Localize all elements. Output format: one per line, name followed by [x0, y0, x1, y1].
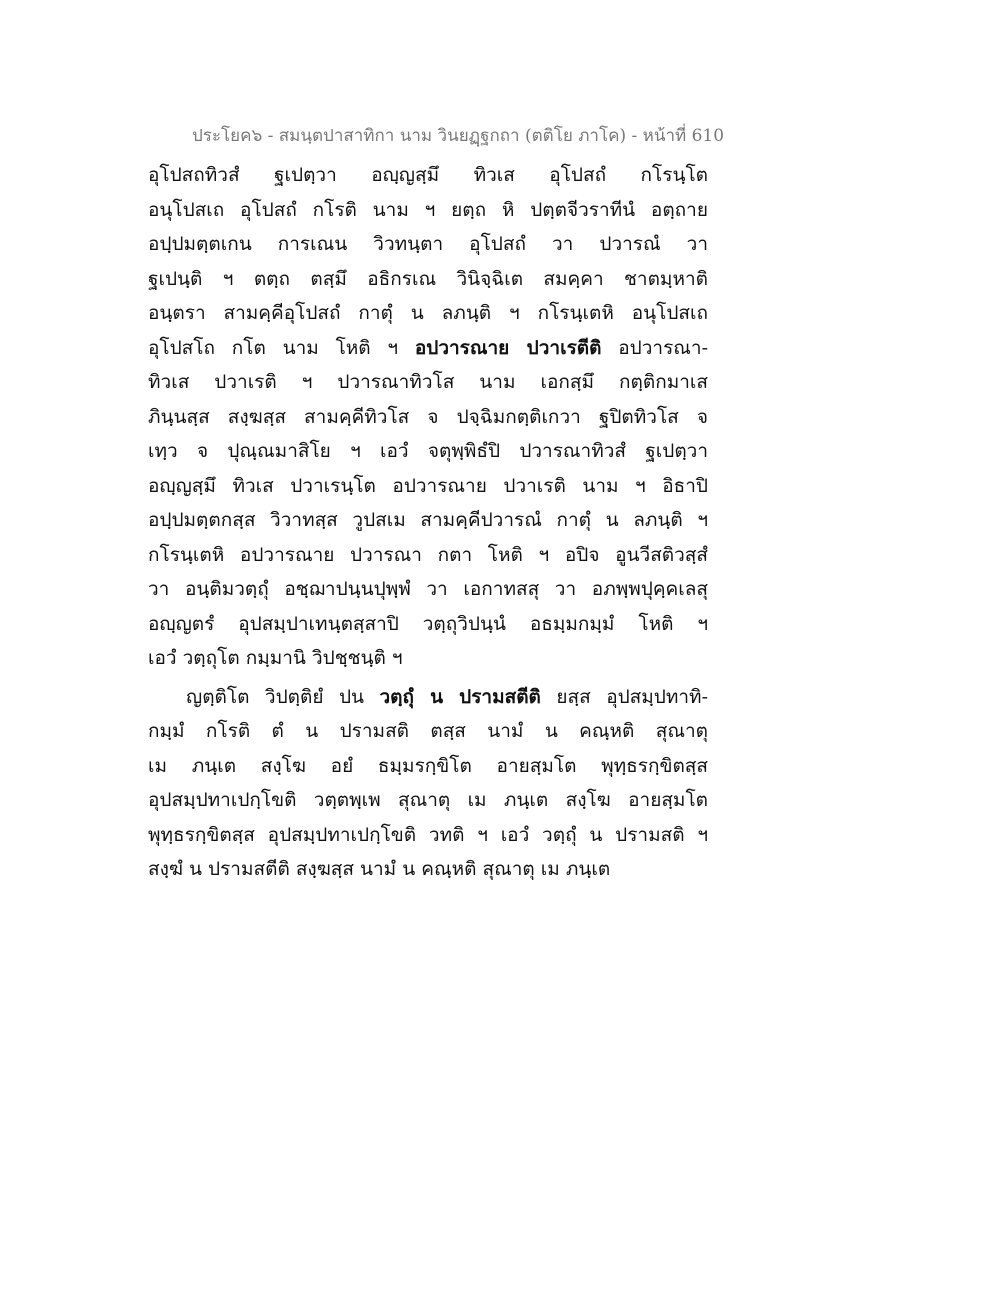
text-line [148, 193, 708, 228]
text-run: ฐเปนฺติ ฯ ตตฺถ ตสฺมึ อธิกรเณ วินิจฺฉิเต สมคฺคา ชาตมฺหาติ [148, 267, 708, 290]
text-line [148, 641, 708, 676]
text-line [148, 538, 708, 573]
text-run: อปวารณา- [601, 336, 708, 359]
text-line [148, 818, 708, 853]
bold-term: อปวารณาย ปวาเรตีติ [414, 336, 602, 359]
text-run: เม ภนฺเต สงฺโฆ อยํ ธมฺมรกฺขิโต อายสฺมโต พุทฺธรกฺขิตสฺส [148, 754, 708, 777]
text-line [148, 572, 708, 607]
running-header: ประโยค๖ - สมนฺตปาสาทิกา นาม วินยฏฺฐกถา (ตติโย ภาโค) - หน้าที่ 610 [191, 126, 725, 146]
text-run: อุโปสโถ กโต นาม โหติ ฯ [148, 336, 415, 359]
text-run: ยสฺส อุปสมฺปทาทิ- [540, 685, 708, 708]
text-line [148, 749, 708, 784]
text-line [148, 852, 708, 887]
text-line [148, 503, 708, 538]
text-run: อนุโปสเถ อุโปสถํ กโรติ นาม ฯ ยตฺถ หิ ปตฺตจีวราทีนํ อตฺถาย [148, 198, 708, 221]
text-line [148, 680, 708, 715]
text-run: ภินฺนสฺส สงฺฆสฺส สามคฺคีทิวโส จ ปจฺฉิมกตฺติเกวา ฐปิตทิวโส จ [148, 405, 708, 428]
text-line [148, 714, 708, 749]
bold-term: วตฺถุํ น ปรามสตีติ [379, 685, 541, 708]
text-run: กโรนฺเตหิ อปวารณาย ปวารณา กตา โหติ ฯ อปิจ อูนวีสติวสฺสํ [148, 543, 708, 566]
text-run: อญฺญสฺมึ ทิวเส ปวาเรนฺโต อปวารณาย ปวาเรติ นาม ฯ อิธาปิ [148, 474, 708, 497]
text-line [148, 158, 708, 193]
body-text [148, 158, 708, 887]
text-run: ญตฺติโต วิปตฺติยํ ปน [186, 685, 380, 708]
text-run: สงฺฆํ น ปรามสตีติ สงฺฆสฺส นามํ น คณฺหติ สุณาตุ เม ภนฺเต [148, 858, 611, 880]
text-run: อุปสมฺปทาเปกฺโขติ วตฺตพฺเพ สุณาตุ เม ภนฺเต สงฺโฆ อายสฺมโต [148, 789, 708, 811]
text-run: อปฺปมตฺตกสฺส วิวาทสฺส วูปสเม สามคฺคีปวารณํ กาตุํ น ลภนฺติ ฯ [148, 509, 708, 531]
text-run: อญฺญตรํ อุปสมฺปาเทนฺตสฺสาปิ วตฺถุวิปนฺนํ อธมฺมกมฺมํ โหติ ฯ [148, 612, 708, 635]
text-line [148, 296, 708, 331]
text-line [148, 331, 708, 366]
text-run: อนฺตรา สามคฺคีอุโปสถํ กาตุํ น ลภนฺติ ฯ กโรนฺเตหิ อนุโปสเถ [148, 302, 708, 324]
text-line [148, 365, 708, 400]
text-run: กมฺมํ กโรติ ตํ น ปรามสติ ตสฺส นามํ น คณฺหติ สุณาตุ [148, 720, 708, 742]
text-run: อปฺปมตฺตเกน การเณน วิวทนฺตา อุโปสถํ วา ปวารณํ วา [148, 233, 708, 255]
text-run: พุทฺธรกฺขิตสฺส อุปสมฺปทาเปกฺโขติ วทติ ฯ เอวํ วตฺถุํ น ปรามสติ ฯ [148, 823, 708, 846]
text-run: วา อนฺติมวตฺถุํ อชฺฌาปนฺนปุพฺพํ วา เอกาทสสุ วา อภพฺพปุคฺคเลสุ [148, 578, 708, 600]
text-run: เอวํ วตฺถุโต กมฺมานิ วิปชฺชนฺติ ฯ [148, 647, 403, 669]
text-line [148, 400, 708, 435]
text-line [148, 783, 708, 818]
text-run: อุโปสถทิวสํ ฐเปตฺวา อญฺญสฺมึ ทิวเส อุโปสถํ กโรนฺโต [148, 164, 708, 186]
text-line [148, 607, 708, 642]
text-run: เทฺว จ ปุณฺณมาสิโย ฯ เอวํ จตุพฺพิธํปิ ปวารณาทิวสํ ฐเปตฺวา [148, 440, 708, 462]
text-line [148, 262, 708, 297]
text-run: ทิวเส ปวาเรติ ฯ ปวารณาทิวโส นาม เอกสฺมึ กตฺติกมาเส [148, 371, 708, 393]
text-line [148, 469, 708, 504]
text-line [148, 227, 708, 262]
text-line [148, 434, 708, 469]
